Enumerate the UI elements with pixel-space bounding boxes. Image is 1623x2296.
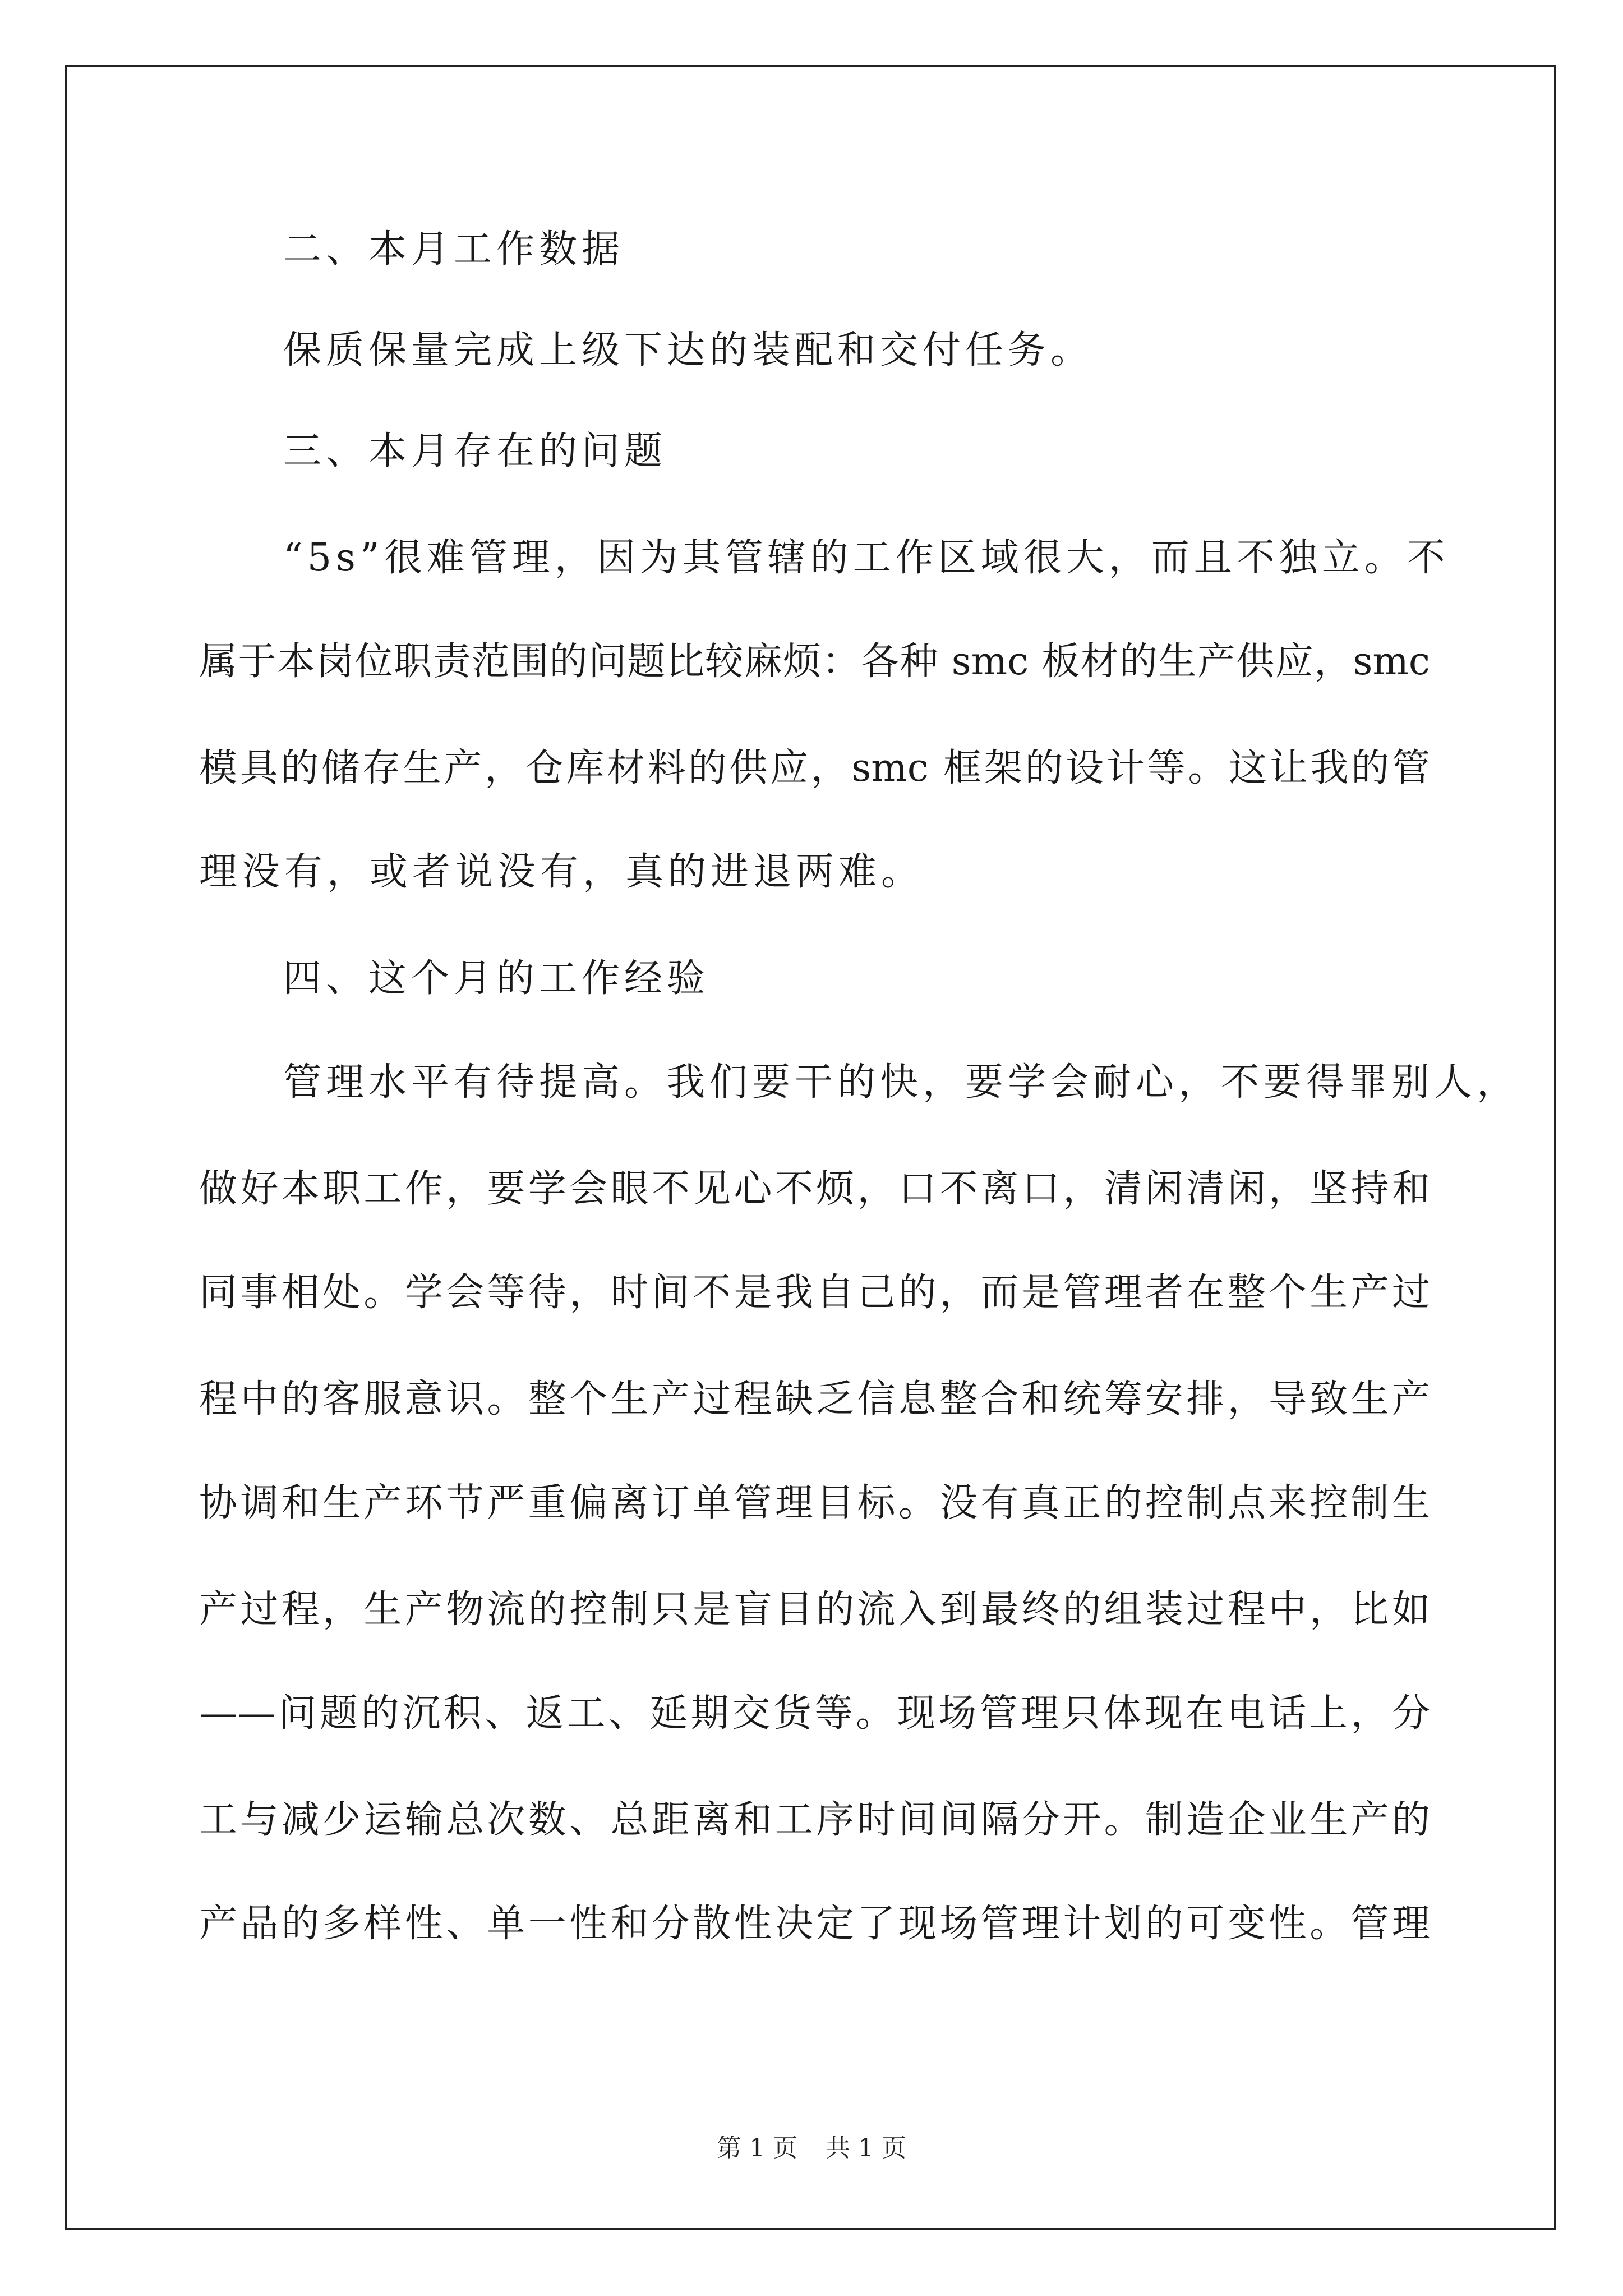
section-heading-2: 二、本月工作数据 — [283, 227, 625, 272]
paragraph-line: “5s”很难管理，因为其管辖的工作区域很大，而且不独立。不 — [283, 536, 1450, 580]
page-footer — [0, 2132, 1623, 2165]
section-heading-4: 四、这个月的工作经验 — [283, 956, 710, 1001]
paragraph-line: 产过程，生产物流的控制只是盲目的流入到最终的组装过程中，比如 — [199, 1588, 1430, 1632]
paragraph-line: 理没有，或者说没有，真的进退两难。 — [199, 850, 924, 894]
paragraph-line: 同事相处。学会等待，时间不是我自己的，而是管理者在整个生产过 — [199, 1271, 1430, 1315]
paragraph-line: 做好本职工作，要学会眼不见心不烦，口不离口，清闲清闲，坚持和 — [199, 1167, 1430, 1211]
paragraph-line: 协调和生产环节严重偏离订单管理目标。没有真正的控制点来控制生 — [199, 1481, 1430, 1525]
page-number-current: 第 1 页 — [717, 2134, 797, 2162]
page-number-total: 共 1 页 — [826, 2134, 906, 2162]
paragraph-line: 保质保量完成上级下达的装配和交付任务。 — [283, 328, 1094, 372]
paragraph-line: 模具的储存生产，仓库材料的供应，smc 框架的设计等。这让我的管 — [199, 746, 1430, 790]
paragraph-line: ——问题的沉积、返工、延期交货等。现场管理只体现在电话上，分 — [199, 1691, 1430, 1736]
paragraph-line: 程中的客服意识。整个生产过程缺乏信息整合和统筹安排，导致生产 — [199, 1377, 1430, 1421]
section-heading-3: 三、本月存在的问题 — [283, 429, 667, 473]
paragraph-line: 工与减少运输总次数、总距离和工序时间间隔分开。制造企业生产的 — [199, 1798, 1430, 1842]
paragraph-line: 产品的多样性、单一性和分散性决定了现场管理计划的可变性。管理 — [199, 1902, 1430, 1946]
paragraph-line: 属于本岗位职责范围的问题比较麻烦：各种 smc 板材的生产供应，smc — [199, 639, 1430, 684]
paragraph-line: 管理水平有待提高。我们要干的快，要学会耐心，不要得罪别人， — [283, 1060, 1520, 1105]
